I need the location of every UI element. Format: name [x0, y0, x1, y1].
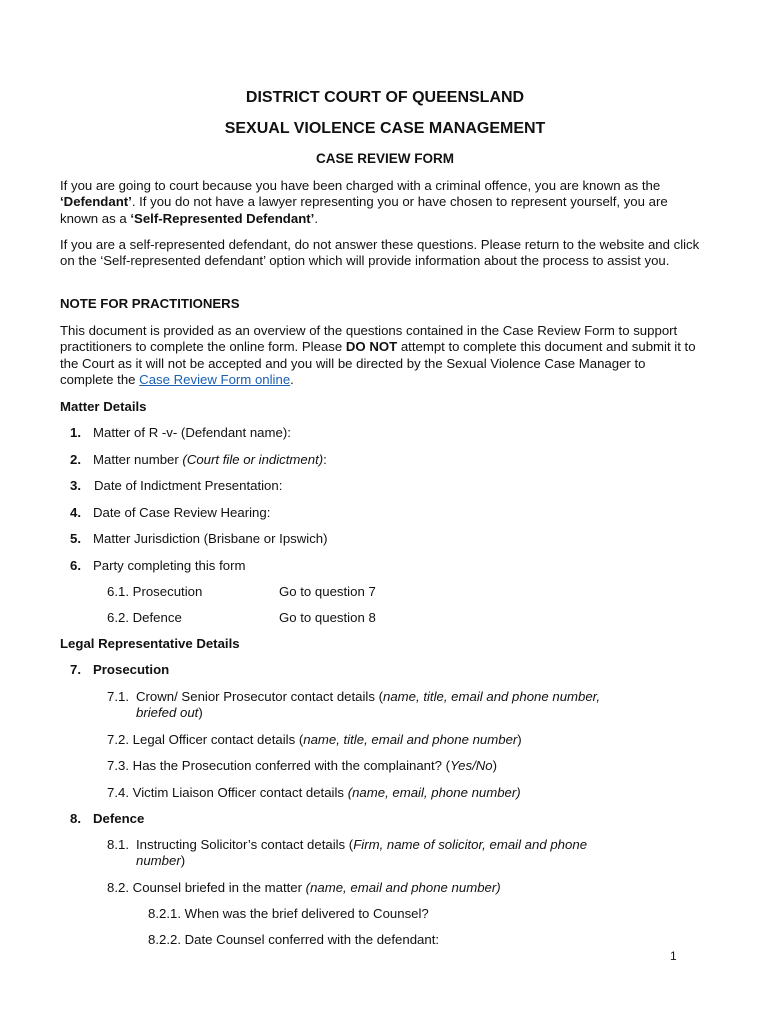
case-review-form-link[interactable]: Case Review Form online: [139, 372, 291, 388]
question-6-2: 6.2. Defence: [107, 610, 182, 625]
question-6-1: 6.1. Prosecution: [107, 584, 203, 599]
question-8-1: 8.1. Instructing Solicitor’s contact details (Firm, name of solicitor, email and phone number): [107, 837, 588, 869]
defendant-term: ‘Defendant’: [60, 194, 132, 210]
intro-paragraph-1: If you are going to court because you have been charged with a criminal offence, you are known as the ‘Defendant’. If you do not have a lawyer representing you or have chosen to represent yourself, you are known as a ‘Self-Represented Defendant’.: [60, 178, 668, 226]
page-number: 1: [670, 949, 677, 963]
do-not-emphasis: DO NOT: [345, 339, 398, 355]
question-8-2-2: 8.2.2. Date Counsel conferred with the defendant:: [148, 932, 440, 947]
practitioners-note-text: This document is provided as an overview of the questions contained in the Case Review Form to support practitioners to complete the online form. Please DO NOT attempt to complete this document and submit it to the Court as it will not be accepted and you will be directed by the Sexual Violence Case Manager to complete the Case Review Form online.: [60, 323, 696, 388]
question-7-2: 7.2. Legal Officer contact details (name, title, email and phone number): [107, 732, 522, 747]
matter-details-heading: Matter Details: [60, 399, 147, 414]
program-title: SEXUAL VIOLENCE CASE MANAGEMENT: [224, 120, 546, 137]
question-8-2: 8.2. Counsel briefed in the matter (name, email and phone number): [107, 880, 501, 895]
question-7-1: 7.1. Crown/ Senior Prosecutor contact details (name, title, email and phone number, briefed out): [107, 689, 601, 721]
legal-representative-heading: Legal Representative Details: [60, 636, 240, 651]
question-7-4: 7.4. Victim Liaison Officer contact details (name, email, phone number): [107, 785, 521, 800]
question-6-2-goto: Go to question 8: [279, 610, 376, 625]
practitioners-note-heading: NOTE FOR PRACTITIONERS: [60, 296, 240, 311]
question-7-3: 7.3. Has the Prosecution conferred with the complainant? (Yes/No): [107, 758, 498, 773]
court-title: DISTRICT COURT OF QUEENSLAND: [245, 89, 525, 106]
intro-paragraph-2: If you are a self-represented defendant, do not answer these questions. Please return to the website and click on the ‘Self-represented defendant’ option which will provide information about the process to assist you.: [60, 237, 700, 269]
question-6-1-goto: Go to question 7: [279, 584, 376, 599]
question-8-2-1: 8.2.1. When was the brief delivered to Counsel?: [148, 906, 429, 921]
form-title: CASE REVIEW FORM: [315, 151, 454, 166]
self-represented-term: ‘Self-Represented Defendant’: [130, 210, 315, 226]
document-page: DISTRICT COURT OF QUEENSLAND SEXUAL VIOLENCE CASE MANAGEMENT CASE REVIEW FORM If you are going to court because you have been charged with a criminal offence, you are known as the ‘Defendant’. If you do not have a lawyer representing you or have chosen to represent yourself, you are known as a ‘Self-Represented Defendant’. If you are a self-represented defendant, do not answer these questions. Please return to the website and click on the ‘Self-represented defendant’ option which will provide information about the process to assist you. NOTE FOR PRACTITIONERS This document is provided as an overview of the questions contained in the Case Review Form to support practitioners to complete the online form. Please DO NOT attempt to complete this document and submit it to the Court as it will not be accepted and you will be directed by the Sexual Violence Case Manager to complete the Case Review Form online. Matter Details 1. Matter of R -v- (Defendant name): 2. Matter number (Court file or indictment): 3. Date of Indictment Presentation: 4. Date of Case Review Hearing: 5. Matter Jurisdiction (Brisbane or Ipswich) 6. Party completing this form 6.1. Prosecution Go to question 7 6.2. Defence Go to question 8 Legal Representative Details 7. Prosecution 7.1. Crown/ Senior Prosecutor contact details (name, title, email and phone number, briefed out) 7.2. Legal Officer contact details (name, title, email and phone number) 7.3. Has the Prosecution conferred with the complainant? (Yes/No) 7.4. Victim Liaison Officer contact details (name, email, phone number) 8. Defence 8.1. Instructing Solicitor’s contact details (Firm, name of solicitor, email and phone number) 8.2. Counsel briefed in the matter (name, email and phone number) 8.2.1. When was the brief delivered to Counsel? 8.2.2. Date Counsel conferred with the defendant: 1: [0, 0, 770, 1024]
